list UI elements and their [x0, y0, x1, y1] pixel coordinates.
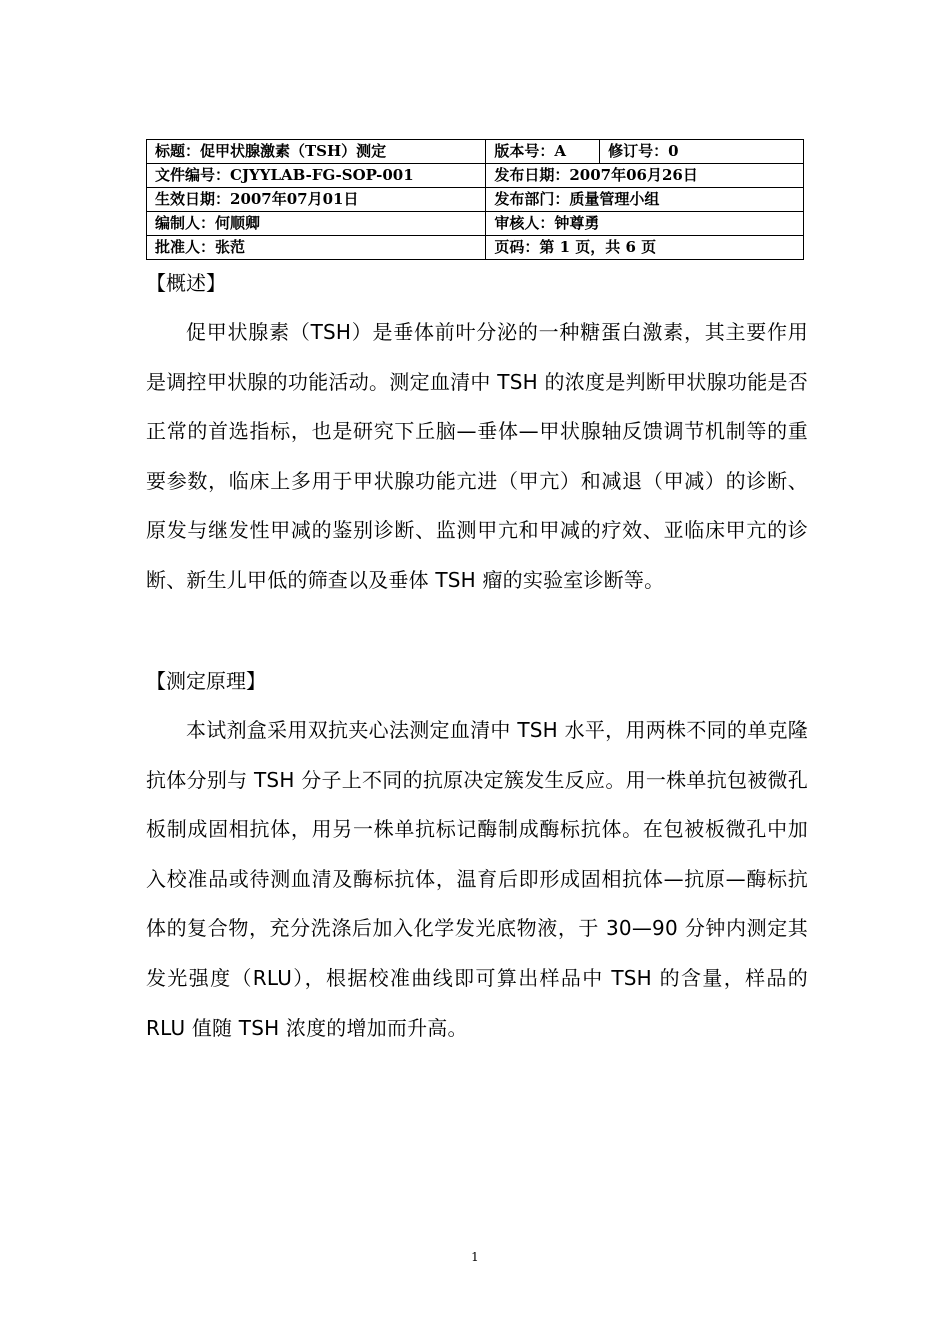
overview-paragraph: 促甲状腺素（TSH）是垂体前叶分泌的一种糖蛋白激素，其主要作用是调控甲状腺的功能活动。测定血清中 TSH 的浓度是判断甲状腺功能是否正常的首选指标，也是研究下丘脑—垂体—甲状腺轴反馈调节机制等的重要参数，临床上多用于甲状腺功能亢进（甲亢）和减退（甲减）的诊断、原发与继发性甲减的鉴别诊断、监测甲亢和甲减的疗效、亚临床甲亢的诊断、新生儿甲低的筛查以及垂体 TSH 瘤的实验室诊断等。	[146, 320, 808, 592]
overview-heading: 【概述】	[146, 271, 226, 295]
header-row-effective-date	[147, 188, 804, 212]
principle-paragraph: 本试剂盒采用双抗夹心法测定血清中 TSH 水平，用两株不同的单克隆抗体分别与 TSH 分子上不同的抗原决定簇发生反应。用一株单抗包被微孔板制成固相抗体，用另一株单抗标记酶制成酶标抗体。在包被板微孔中加入校准品或待测血清及酶标抗体，温育后即形成固相抗体—抗原—酶标抗体的复合物，充分洗涤后加入化学发光底物液，于 30—90 分钟内测定其发光强度（RLU），根据校准曲线即可算出样品中 TSH 的含量，样品的 RLU 值随 TSH 浓度的增加而升高。	[146, 718, 808, 1040]
header-row-approver	[147, 236, 804, 260]
page-number: 1	[471, 1250, 479, 1264]
page-info-cell: 页码：第 1 页，共 6 页	[486, 236, 804, 260]
revision-cell: 修订号：0	[600, 140, 804, 164]
document-header-table	[146, 139, 804, 260]
department-cell: 发布部门：质量管理小组	[486, 188, 804, 212]
header-row-title	[147, 140, 804, 164]
effective-date-cell: 生效日期：2007年07月01日	[147, 188, 486, 212]
header-row-doc-number	[147, 164, 804, 188]
publish-date-cell: 发布日期：2007年06月26日	[486, 164, 804, 188]
principle-heading: 【测定原理】	[146, 669, 266, 693]
header-row-author	[147, 212, 804, 236]
title-cell: 标题：促甲状腺激素（TSH）测定	[147, 140, 486, 164]
version-cell: 版本号：A	[486, 140, 600, 164]
approver-cell: 批准人：张范	[147, 236, 486, 260]
author-cell: 编制人：何顺卿	[147, 212, 486, 236]
doc-number-cell: 文件编号：CJYYLAB-FG-SOP-001	[147, 164, 486, 188]
reviewer-cell: 审核人：钟尊勇	[486, 212, 804, 236]
